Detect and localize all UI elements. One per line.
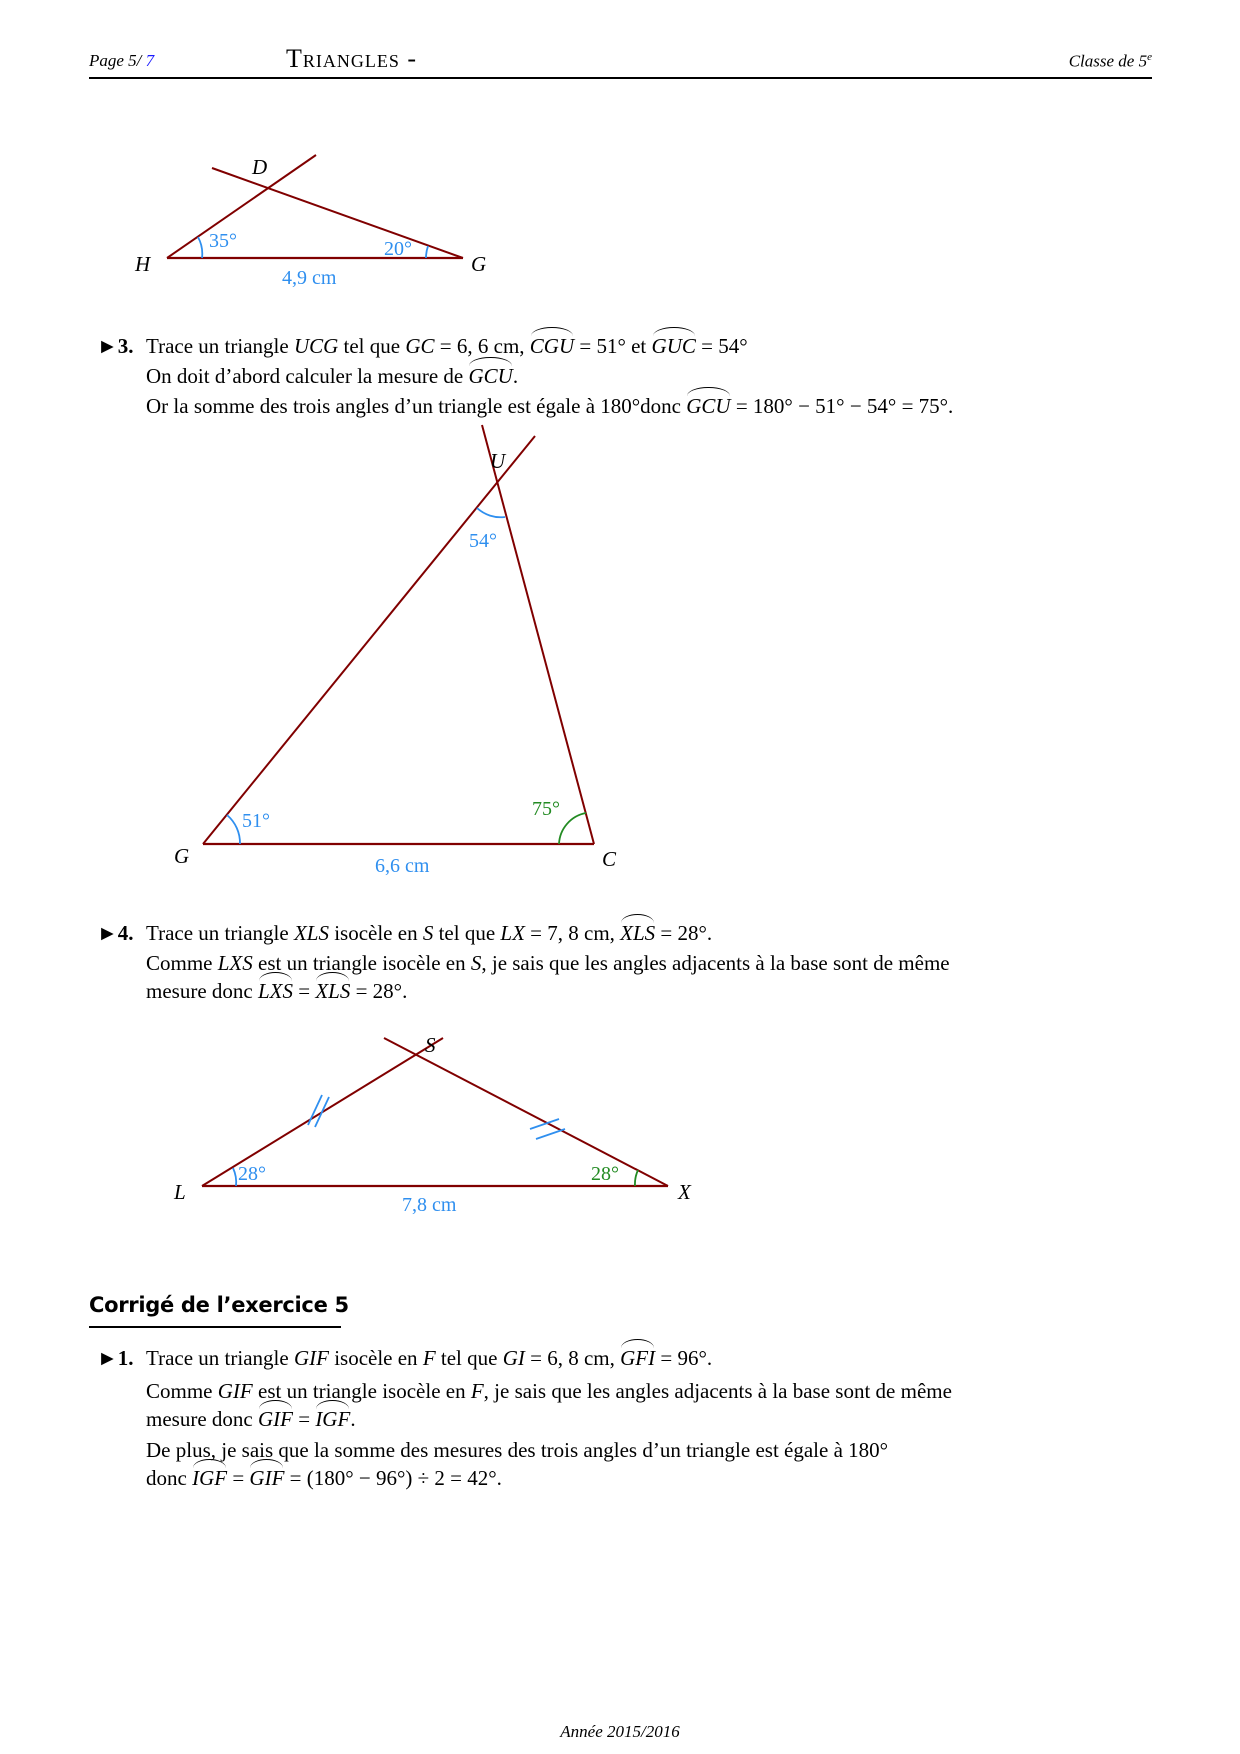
- text: =: [292, 1407, 316, 1431]
- text: isocèle en: [328, 1346, 423, 1370]
- text: donc: [146, 1466, 193, 1490]
- math-angle: XLS: [620, 921, 656, 945]
- angle-arc-g: [227, 815, 240, 844]
- math-angle: GIF: [249, 1466, 285, 1490]
- angle-arc-c: [559, 813, 586, 844]
- class-text: Classe de 5: [1068, 51, 1148, 71]
- math-angle: GUC: [651, 334, 696, 358]
- math-angle: IGF: [192, 1466, 228, 1490]
- text: mesure donc: [146, 1407, 258, 1431]
- text: Comme: [146, 951, 218, 975]
- math-angle: CGU: [529, 334, 575, 358]
- item-number: ►1.: [97, 1346, 134, 1370]
- length-label-hg: 4,9 cm: [282, 267, 337, 289]
- text: Comme: [146, 1379, 218, 1403]
- text: .: [512, 364, 519, 388]
- title-rest: riangles -: [302, 44, 418, 73]
- text: = 51° et: [574, 334, 652, 358]
- text: = 96°.: [655, 1346, 713, 1370]
- text: Or la somme des trois angles d’un triangle est égale à 180°donc: [146, 394, 687, 418]
- math-point: F: [470, 1379, 484, 1403]
- item-number: ►3.: [97, 334, 134, 358]
- section-heading-underline: [89, 1326, 341, 1328]
- text: est un triangle isocèle en: [252, 1379, 471, 1403]
- text: mesure donc: [146, 979, 258, 1003]
- angle-label-x: 28°: [591, 1163, 619, 1185]
- item-number: ►4.: [97, 921, 134, 945]
- math-segment: GC: [405, 334, 435, 358]
- text: Trace un triangle: [146, 1346, 294, 1370]
- figure-triangle-hdg: [134, 155, 486, 289]
- math-segment: GI: [502, 1346, 525, 1370]
- text: = 28°.: [350, 979, 408, 1003]
- ray-xs: [384, 1038, 668, 1186]
- text: tel que: [338, 334, 406, 358]
- text: , je sais que les angles adjacents à la base sont de même: [481, 951, 950, 975]
- ray-gu: [203, 436, 535, 844]
- math-segment: LX: [500, 921, 525, 945]
- item1-line3: [146, 1405, 356, 1433]
- math-point: S: [422, 921, 434, 945]
- text: est un triangle isocèle en: [252, 951, 471, 975]
- text: =: [227, 1466, 250, 1490]
- angle-label-u: 54°: [469, 530, 497, 552]
- math-angle: XLS: [315, 979, 351, 1003]
- ray-hd: [167, 155, 316, 258]
- math-point: F: [422, 1346, 436, 1370]
- text: = (180° − 96°) ÷ 2 = 42°.: [284, 1466, 502, 1490]
- math-point: S: [470, 951, 482, 975]
- math-triangle: GIF: [217, 1379, 253, 1403]
- angle-arc-l: [233, 1168, 236, 1186]
- text: , je sais que les angles adjacents à la base sont de même: [483, 1379, 952, 1403]
- vertex-label-x: X: [678, 1180, 691, 1204]
- angle-arc-u: [477, 508, 505, 517]
- vertex-label-l: L: [174, 1180, 186, 1204]
- math-angle: GCU: [686, 394, 731, 418]
- figure-triangle-lxs: [173, 1033, 692, 1216]
- length-label-lx: 7,8 cm: [402, 1194, 457, 1216]
- ray-gd: [212, 168, 463, 258]
- length-label-gc: 6,6 cm: [375, 855, 430, 877]
- angle-label-c: 75°: [532, 798, 560, 820]
- item1-line4: De plus, je sais que la somme des mesures des trois angles d’un triangle est égale à 180°: [146, 1438, 889, 1462]
- text: .: [350, 1407, 356, 1431]
- item4-bullet: [97, 919, 134, 947]
- angle-arc-h: [198, 237, 202, 258]
- text: Trace un triangle: [146, 921, 294, 945]
- figure-triangle-ucg: [174, 425, 617, 877]
- vertex-label-d: D: [252, 155, 268, 179]
- angle-arc-x: [635, 1170, 638, 1186]
- item3-bullet: [97, 332, 134, 360]
- item3-line3: [146, 392, 953, 420]
- text: = 180° − 51° − 54° = 75°.: [730, 394, 954, 418]
- angle-label-g: 20°: [384, 238, 412, 260]
- angle-label-h: 35°: [209, 230, 237, 252]
- text: tel que: [435, 1346, 503, 1370]
- math-angle: GCU: [468, 364, 513, 388]
- math-angle: IGF: [315, 1407, 351, 1431]
- math-triangle: UCG: [293, 334, 339, 358]
- text: isocèle en: [328, 921, 423, 945]
- text: tel que: [433, 921, 501, 945]
- tick-mark-ls-2: [315, 1097, 329, 1127]
- section-heading: Corrigé de l’exercice 5: [89, 1293, 349, 1317]
- text: = 6, 6 cm,: [434, 334, 530, 358]
- item3-line2: [146, 362, 518, 390]
- angle-label-l: 28°: [238, 1163, 266, 1185]
- text: = 54°: [695, 334, 748, 358]
- page-total-link[interactable]: 7: [145, 51, 155, 70]
- item1-line1: [146, 1344, 712, 1372]
- angle-arc-g: [426, 246, 428, 258]
- vertex-label-c: C: [602, 847, 617, 871]
- vertex-label-g: G: [471, 252, 487, 276]
- math-triangle: XLS: [293, 921, 329, 945]
- text: = 28°.: [655, 921, 713, 945]
- vertex-label-g: G: [174, 844, 190, 868]
- math-angle: GFI: [620, 1346, 656, 1370]
- vertex-label-h: H: [135, 252, 151, 276]
- item3-line1: [146, 332, 748, 360]
- footer-year: Année 2015/2016: [560, 1722, 680, 1741]
- text: = 6, 8 cm,: [524, 1346, 621, 1370]
- tick-mark-xs-2: [536, 1129, 565, 1139]
- math-angle: GIF: [257, 1407, 293, 1431]
- text: = 7, 8 cm,: [524, 921, 621, 945]
- title-initial: T: [286, 44, 303, 73]
- vertex-label-u: U: [490, 449, 506, 473]
- angle-label-g: 51°: [242, 810, 270, 832]
- tick-mark-ls-1: [308, 1095, 322, 1125]
- item4-line1: [146, 919, 712, 947]
- page-label: Page 5/: [89, 51, 142, 70]
- text: =: [292, 979, 316, 1003]
- item4-line3: [146, 977, 407, 1005]
- vertex-label-s: S: [425, 1033, 436, 1057]
- math-triangle: GIF: [293, 1346, 329, 1370]
- math-triangle: LXS: [217, 951, 253, 975]
- text: On doit d’abord calculer la mesure de: [146, 364, 469, 388]
- ray-cu: [482, 425, 594, 844]
- item4-line2: [146, 949, 1152, 977]
- item1-line5: [146, 1464, 502, 1492]
- class-superscript: e: [1147, 51, 1152, 63]
- text: Trace un triangle: [146, 334, 294, 358]
- math-angle: LXS: [257, 979, 293, 1003]
- item1-bullet: [97, 1344, 134, 1372]
